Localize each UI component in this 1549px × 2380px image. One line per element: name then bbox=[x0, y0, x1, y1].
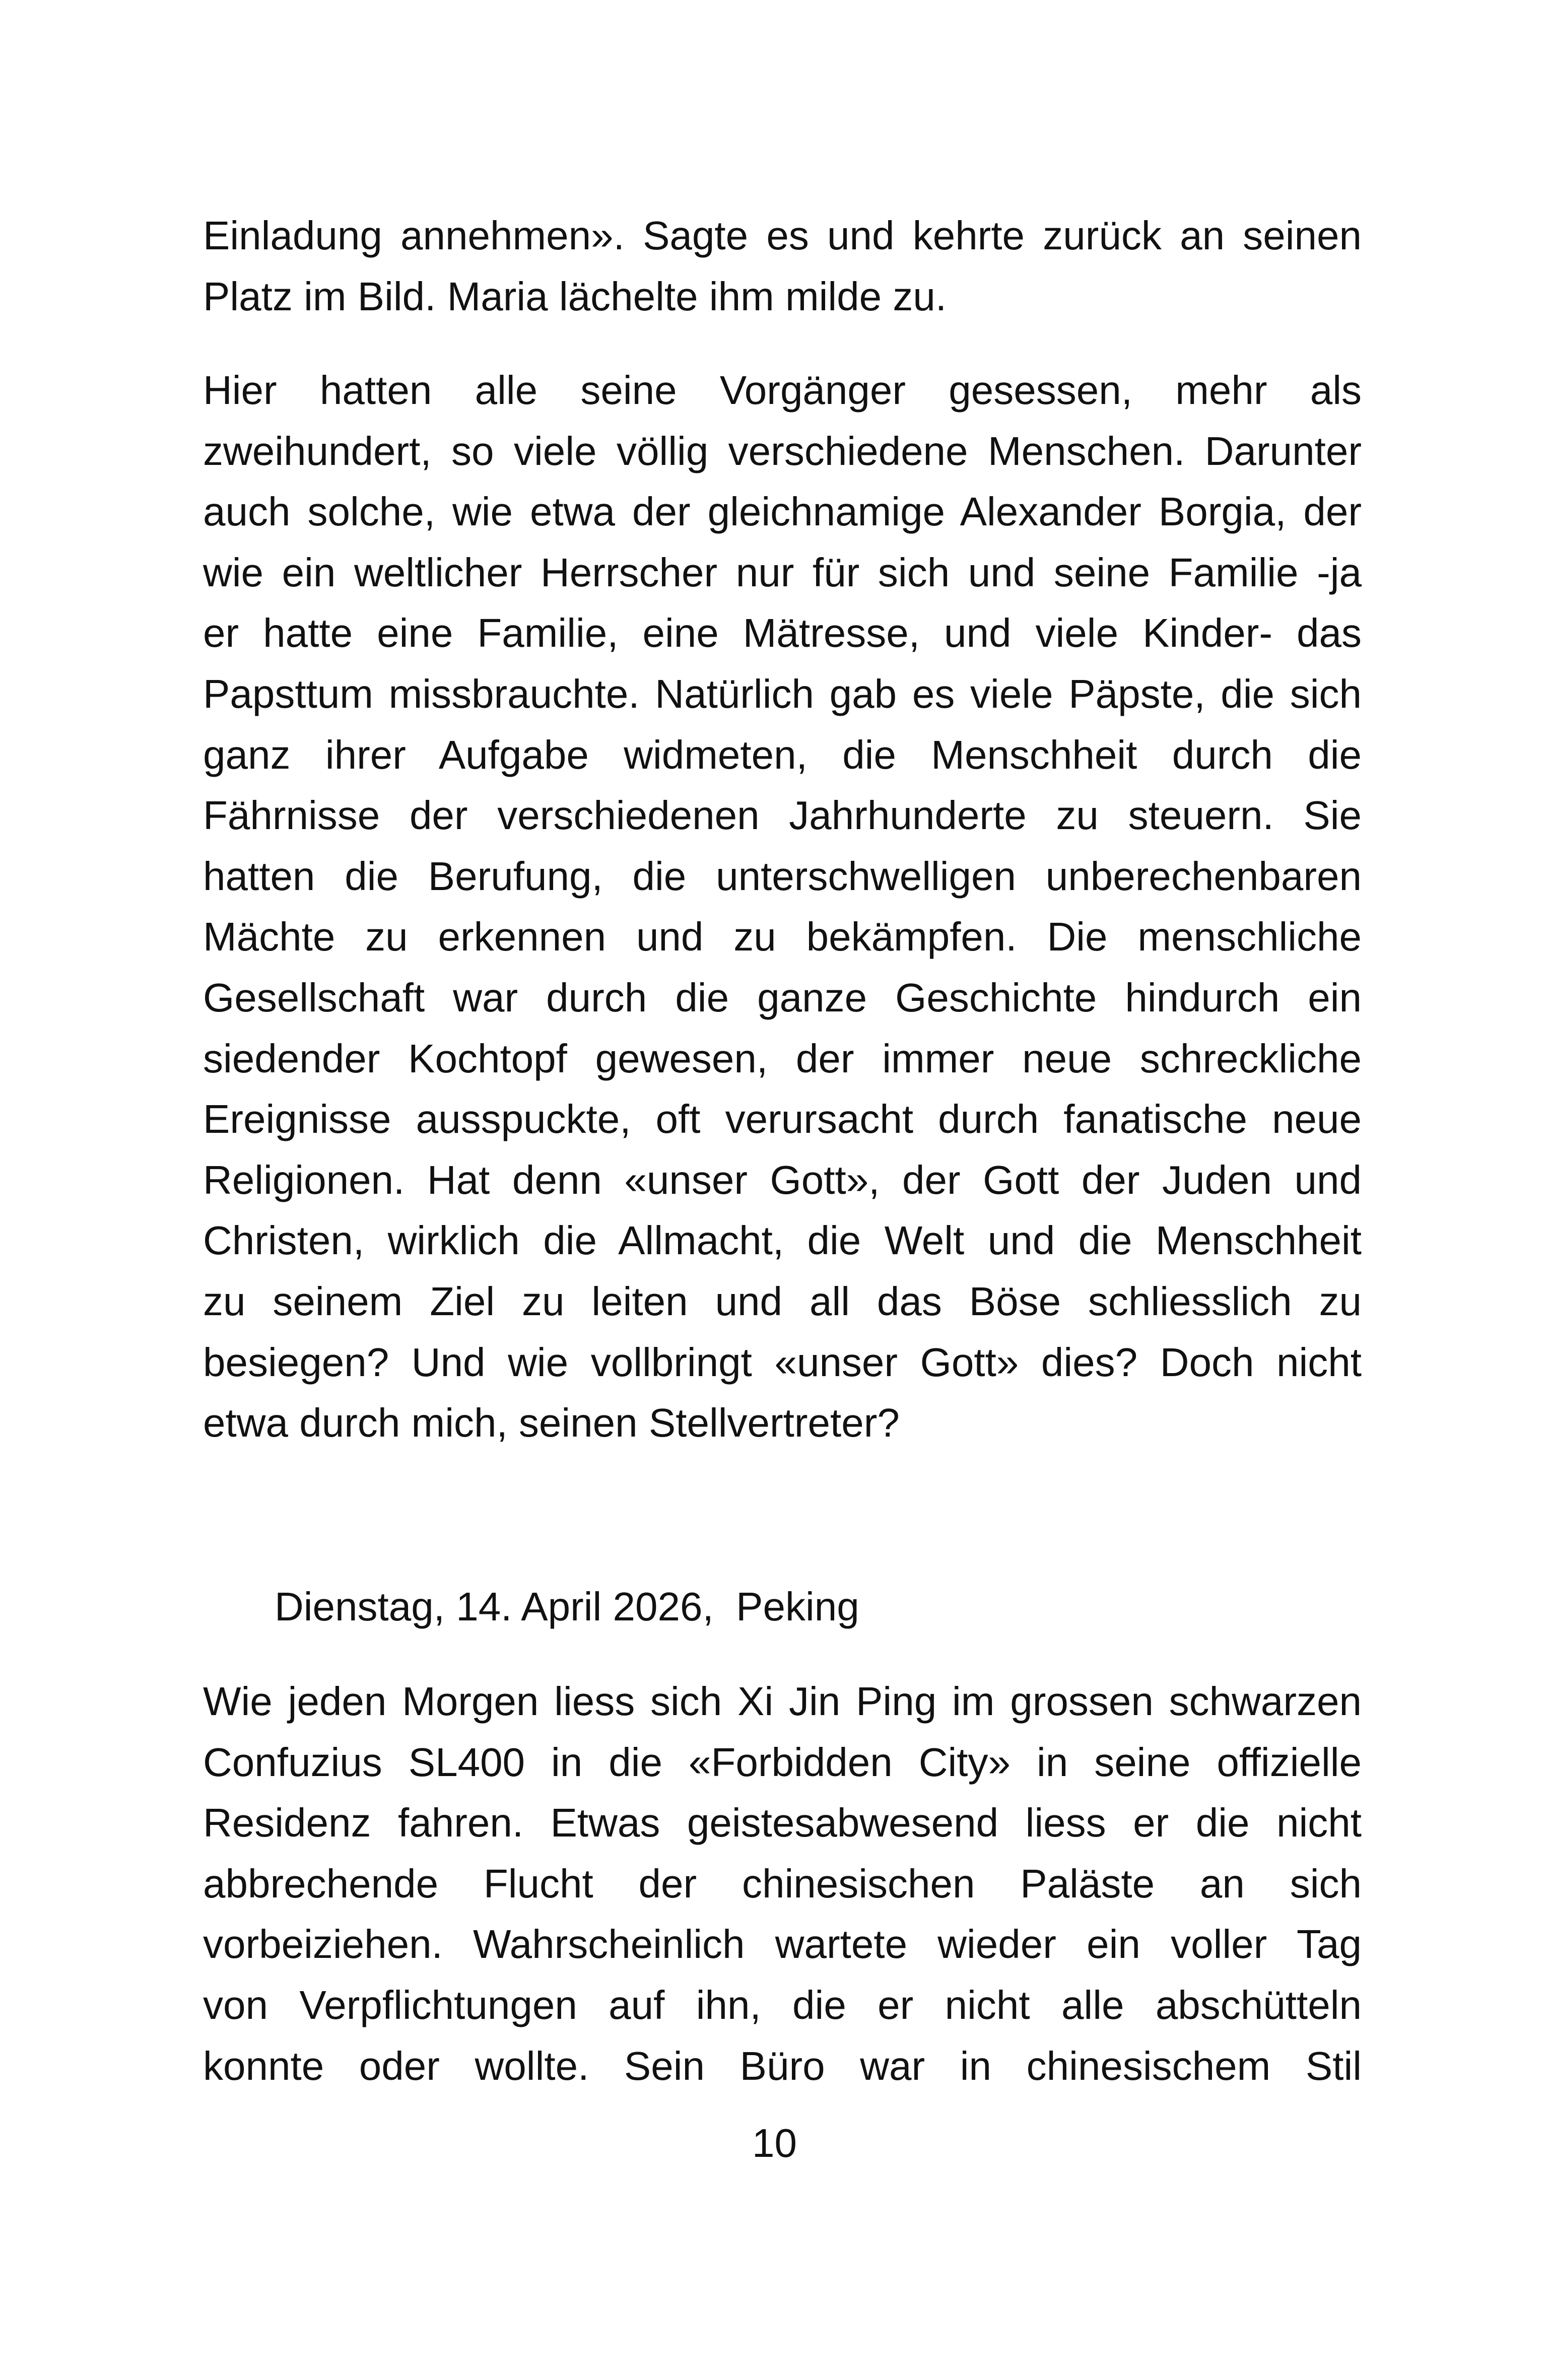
paragraph-1 bbox=[203, 206, 1362, 327]
paragraph-line: siedender Kochtopf gewesen, der immer neue schreckliche bbox=[203, 1036, 1362, 1081]
paragraph-line: Platz im Bild. Maria lächelte ihm milde zu. bbox=[203, 274, 947, 319]
paragraph-line: Ereignisse ausspuckte, oft verursacht durch fanatische neue bbox=[203, 1097, 1362, 1142]
paragraph-line: besiegen? Und wie vollbringt «unser Gott» dies? Doch nicht bbox=[203, 1339, 1362, 1385]
paragraph-line: zu seinem Ziel zu leiten und all das Böse schliesslich zu bbox=[203, 1278, 1362, 1324]
paragraph-line: ganz ihrer Aufgabe widmeten, die Menschheit durch die bbox=[203, 732, 1362, 777]
paragraph-line: von Verpflichtungen auf ihn, die er nicht alle abschütteln bbox=[203, 1982, 1362, 2027]
paragraph-line: Christen, wirklich die Allmacht, die Welt und die Menschheit bbox=[203, 1218, 1362, 1263]
paragraph-line: Fährnisse der verschiedenen Jahrhunderte zu steuern. Sie bbox=[203, 793, 1362, 838]
page-number: 10 bbox=[752, 2121, 797, 2165]
dateline-heading: Dienstag, 14. April 2026, Peking bbox=[275, 1584, 859, 1629]
paragraph-line: etwa durch mich, seinen Stellvertreter? bbox=[203, 1400, 900, 1446]
paragraph-line: er hatte eine Familie, eine Mätresse, und viele Kinder- das bbox=[203, 610, 1362, 656]
paragraph-line: Einladung annehmen». Sagte es und kehrte zurück an seinen bbox=[203, 213, 1362, 258]
paragraph-line: Confuzius SL400 in die «Forbidden City» in seine offizielle bbox=[203, 1739, 1362, 1785]
paragraph-3 bbox=[203, 1671, 1362, 2096]
paragraph-line: Papsttum missbrauchte. Natürlich gab es viele Päpste, die sich bbox=[203, 671, 1362, 716]
paragraph-line: Residenz fahren. Etwas geistesabwesend liess er die nicht bbox=[203, 1800, 1362, 1846]
paragraph-line: auch solche, wie etwa der gleichnamige Alexander Borgia, der bbox=[203, 489, 1362, 534]
paragraph-line: zweihundert, so viele völlig verschiedene Menschen. Darunter bbox=[203, 428, 1362, 473]
paragraph-line: Gesellschaft war durch die ganze Geschichte hindurch ein bbox=[203, 975, 1362, 1020]
paragraph-line: vorbeiziehen. Wahrscheinlich wartete wieder ein voller Tag bbox=[203, 1922, 1362, 1967]
paragraph-line: Wie jeden Morgen liess sich Xi Jin Ping im grossen schwarzen bbox=[203, 1679, 1362, 1724]
paragraph-line: abbrechende Flucht der chinesischen Paläste an sich bbox=[203, 1861, 1362, 1906]
paragraph-line: Hier hatten alle seine Vorgänger gesessen, mehr als bbox=[203, 368, 1362, 413]
paragraph-line: konnte oder wollte. Sein Büro war in chinesischem Stil bbox=[203, 2043, 1362, 2088]
paragraph-line: Mächte zu erkennen und zu bekämpfen. Die menschliche bbox=[203, 914, 1362, 960]
paragraph-2 bbox=[203, 360, 1362, 1454]
paragraph-line: hatten die Berufung, die unterschwelligen unberechenbaren bbox=[203, 853, 1362, 899]
paragraph-line: wie ein weltlicher Herrscher nur für sich und seine Familie -ja bbox=[203, 550, 1362, 595]
paragraph-line: Religionen. Hat denn «unser Gott», der Gott der Juden und bbox=[203, 1157, 1362, 1202]
